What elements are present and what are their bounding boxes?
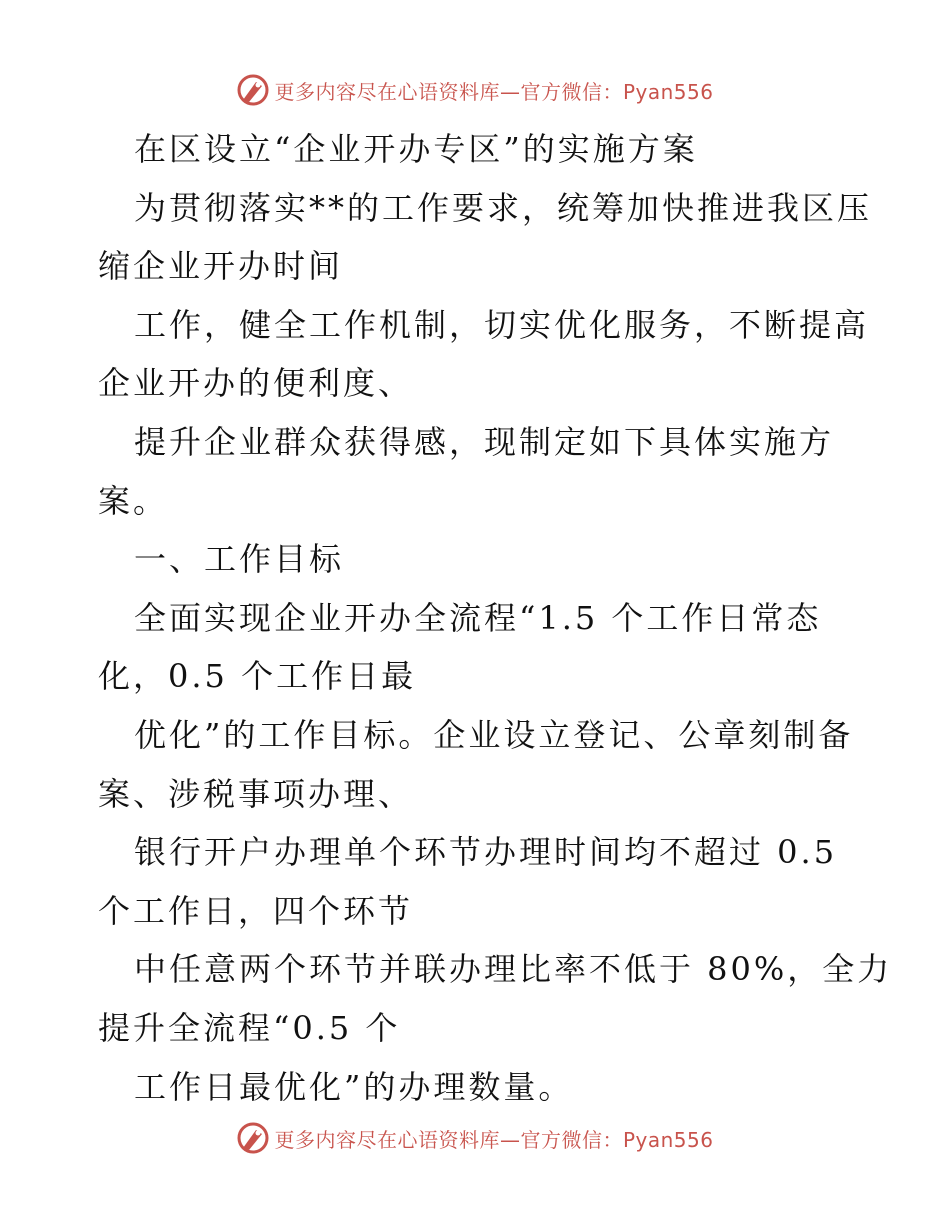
- pen-nib-logo-icon: [236, 73, 270, 107]
- paragraph-line: 提升全流程“0.5 个: [98, 1008, 401, 1047]
- paragraph-line: 案、涉税事项办理、: [98, 774, 414, 813]
- paragraph-line: 企业开办的便利度、: [98, 364, 414, 403]
- paragraph-line: 优化”的工作目标。企业设立登记、公章刻制备: [134, 715, 854, 754]
- footer-banner: [0, 1118, 950, 1158]
- paragraph-line: 银行开户办理单个环节办理时间均不超过 0.5: [134, 833, 838, 872]
- paragraph-line: 缩企业开办时间: [98, 247, 344, 286]
- paragraph-line: 为贯彻落实**的工作要求，统筹加快推进我区压: [134, 188, 873, 227]
- header-banner-text: 更多内容尽在心语资料库—官方微信：Pyan556: [274, 79, 714, 104]
- footer-banner-text: 更多内容尽在心语资料库—官方微信：Pyan556: [274, 1127, 714, 1152]
- paragraph-line: 工作，健全工作机制，切实优化服务，不断提高: [134, 305, 870, 344]
- pen-nib-logo-icon: [236, 1121, 270, 1155]
- section-heading: 一、工作目标: [134, 540, 345, 579]
- paragraph-line: 案。: [98, 481, 169, 520]
- paragraph-line: 全面实现企业开办全流程“1.5 个工作日常态: [134, 598, 822, 637]
- header-banner: [0, 70, 950, 110]
- paragraph-line: 中任意两个环节并联办理比率不低于 80%，全力: [134, 950, 893, 989]
- paragraph-line: 工作日最优化”的办理数量。: [134, 1067, 574, 1106]
- document-body: [98, 120, 893, 1116]
- document-title: 在区设立“企业开办专区”的实施方案: [134, 130, 698, 168]
- paragraph-line: 化，0.5 个工作日最: [98, 657, 417, 696]
- paragraph-line: 个工作日，四个环节: [98, 891, 414, 930]
- paragraph-line: 提升企业群众获得感，现制定如下具体实施方: [134, 422, 835, 461]
